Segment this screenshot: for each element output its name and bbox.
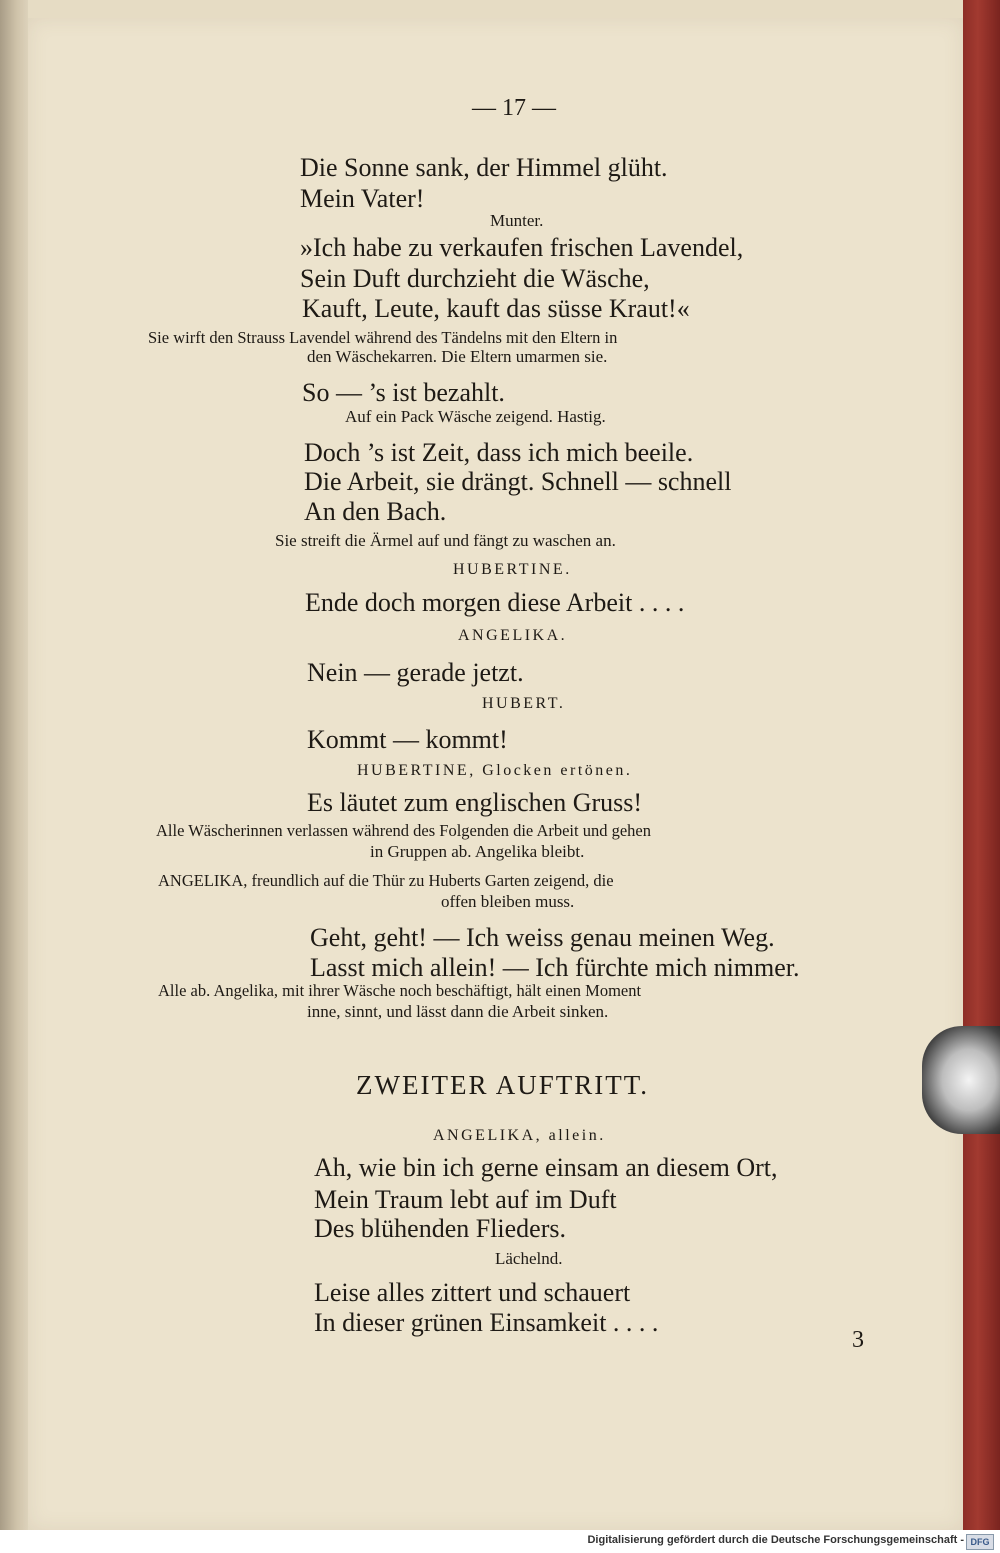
verse-line: Sein Duft durchzieht die Wäsche, xyxy=(300,264,650,293)
book-cover-edge xyxy=(963,0,1000,1530)
verse-line: Mein Traum lebt auf im Duft xyxy=(314,1185,617,1214)
verse-line: Nein — gerade jetzt. xyxy=(307,658,524,687)
verse-line: In dieser grünen Einsamkeit . . . . xyxy=(314,1308,659,1337)
verse-line: So — ’s ist bezahlt. xyxy=(302,378,505,407)
verse-line: Geht, geht! — Ich weiss genau meinen Weg. xyxy=(310,923,775,952)
stage-direction: Munter. xyxy=(490,211,544,230)
verse-line: »Ich habe zu verkaufen frischen Lavendel, xyxy=(300,233,744,262)
stage-direction: Alle Wäscherinnen verlassen während des Folgenden die Arbeit und gehen xyxy=(156,821,651,840)
stage-direction: Lächelnd. xyxy=(495,1249,563,1268)
verse-line: Kommt — kommt! xyxy=(307,725,508,754)
speaker-name: ANGELIKA, allein. xyxy=(433,1127,606,1144)
footer-bar xyxy=(0,1530,1000,1553)
stage-direction: inne, sinnt, und lässt dann die Arbeit sinken. xyxy=(307,1002,609,1021)
verse-line: Es läutet zum englischen Gruss! xyxy=(307,788,643,817)
page-number: — 17 — xyxy=(472,95,556,121)
speaker-name: HUBERTINE, Glocken ertönen. xyxy=(357,762,633,779)
speaker-name: ANGELIKA. xyxy=(458,627,568,644)
verse-line: Kauft, Leute, kauft das süsse Kraut!« xyxy=(302,294,690,323)
scene-heading: ZWEITER AUFTRITT. xyxy=(356,1070,649,1100)
stage-direction: Auf ein Pack Wäsche zeigend. Hastig. xyxy=(345,407,606,426)
speaker-name: HUBERT. xyxy=(482,695,566,712)
verse-line: Die Sonne sank, der Himmel glüht. xyxy=(300,153,668,182)
stage-direction: offen bleiben muss. xyxy=(441,892,575,911)
verse-line: An den Bach. xyxy=(304,497,447,526)
page-clip xyxy=(922,1026,1000,1134)
verse-line: Des blühenden Flieders. xyxy=(314,1214,567,1243)
stage-direction: in Gruppen ab. Angelika bleibt. xyxy=(370,842,585,861)
facing-page-edge xyxy=(0,0,28,1530)
signature-mark: 3 xyxy=(852,1327,864,1353)
verse-line: Leise alles zittert und schauert xyxy=(314,1278,631,1307)
stage-direction: ANGELIKA, freundlich auf die Thür zu Huberts Garten zeigend, die xyxy=(158,871,614,890)
stage-direction: Sie wirft den Strauss Lavendel während des Tändelns mit den Eltern in xyxy=(148,328,618,347)
verse-line: Die Arbeit, sie drängt. Schnell — schnell xyxy=(304,467,732,496)
verse-line: Doch ’s ist Zeit, dass ich mich beeile. xyxy=(304,438,694,467)
stage-direction: den Wäschekarren. Die Eltern umarmen sie. xyxy=(307,347,608,366)
verse-line: Ah, wie bin ich gerne einsam an diesem Ort, xyxy=(314,1153,778,1182)
stage-direction: Alle ab. Angelika, mit ihrer Wäsche noch beschäftigt, hält einen Moment xyxy=(158,981,642,1000)
dfg-logo: DFG xyxy=(966,1534,994,1550)
speaker-name: HUBERTINE. xyxy=(453,561,572,578)
verse-line: Mein Vater! xyxy=(300,184,425,213)
footer-credit: Digitalisierung gefördert durch die Deutsche Forschungsgemeinschaft - xyxy=(587,1534,964,1546)
verse-line: Ende doch morgen diese Arbeit . . . . xyxy=(305,588,685,617)
stage-direction: Sie streift die Ärmel auf und fängt zu waschen an. xyxy=(275,531,616,550)
verse-line: Lasst mich allein! — Ich fürchte mich nimmer. xyxy=(310,953,800,982)
